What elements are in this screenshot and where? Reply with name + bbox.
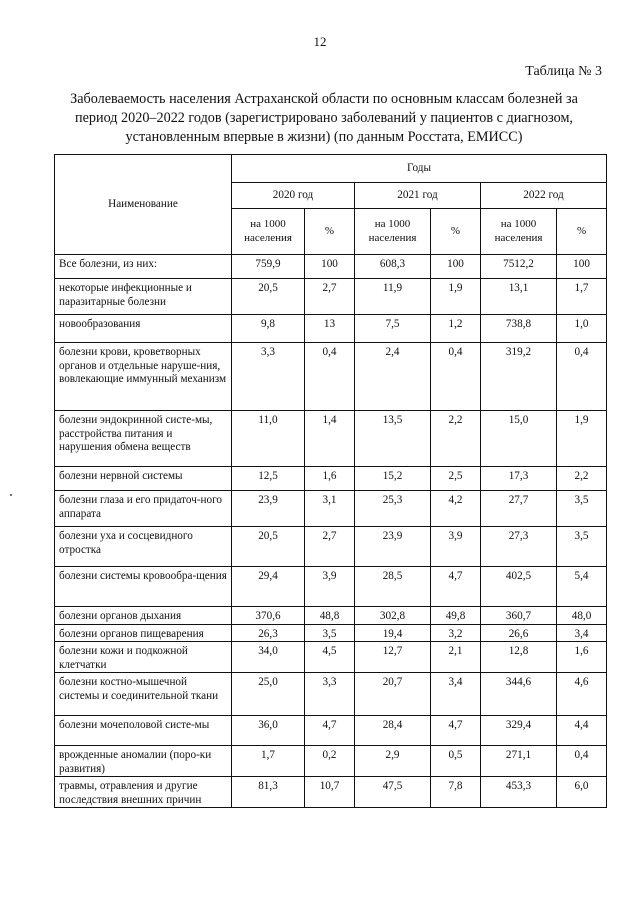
percent-cell: 3,5 xyxy=(557,527,607,567)
percent-cell: 3,5 xyxy=(305,624,355,642)
table-row xyxy=(55,343,607,411)
percent-cell: 1,6 xyxy=(305,467,355,491)
disease-class-name: Все болезни, из них: xyxy=(55,255,232,279)
percent-cell: 3,4 xyxy=(431,673,481,716)
table-row xyxy=(55,315,607,343)
table-row xyxy=(55,255,607,279)
rate-per-1000-cell: 26,6 xyxy=(481,624,557,642)
rate-per-1000-cell: 271,1 xyxy=(481,746,557,777)
percent-cell: 3,5 xyxy=(557,491,607,527)
rate-per-1000-cell: 15,0 xyxy=(481,411,557,467)
percent-cell: 3,9 xyxy=(305,567,355,607)
percent-cell: 1,0 xyxy=(557,315,607,343)
percent-cell: 0,5 xyxy=(431,746,481,777)
percent-cell: 0,4 xyxy=(431,343,481,411)
percent-cell: 1,9 xyxy=(557,411,607,467)
rate-per-1000-cell: 11,0 xyxy=(232,411,305,467)
disease-class-name: болезни органов пищеварения xyxy=(55,624,232,642)
disease-class-name: некоторые инфекционные и паразитарные болезни xyxy=(55,279,232,315)
disease-class-name: врожденные аномалии (поро-ки развития) xyxy=(55,746,232,777)
table-row xyxy=(55,279,607,315)
percent-cell: 3,2 xyxy=(431,624,481,642)
table-row xyxy=(55,491,607,527)
percent-cell: 100 xyxy=(557,255,607,279)
percent-cell: 3,9 xyxy=(431,527,481,567)
scan-speck xyxy=(10,494,12,496)
header-per1000: на 1000 населения xyxy=(232,209,305,255)
rate-per-1000-cell: 81,3 xyxy=(232,777,305,808)
disease-class-name: травмы, отравления и другие последствия внешних причин xyxy=(55,777,232,808)
rate-per-1000-cell: 23,9 xyxy=(232,491,305,527)
rate-per-1000-cell: 26,3 xyxy=(232,624,305,642)
percent-cell: 4,7 xyxy=(305,716,355,746)
rate-per-1000-cell: 344,6 xyxy=(481,673,557,716)
percent-cell: 2,2 xyxy=(557,467,607,491)
table-row xyxy=(55,411,607,467)
percent-cell: 3,3 xyxy=(305,673,355,716)
rate-per-1000-cell: 36,0 xyxy=(232,716,305,746)
rate-per-1000-cell: 360,7 xyxy=(481,607,557,625)
disease-class-name: болезни системы кровообра-щения xyxy=(55,567,232,607)
rate-per-1000-cell: 34,0 xyxy=(232,642,305,673)
header-years: Годы xyxy=(232,155,607,183)
title-line: установленным впервые в жизни) (по данным Росстата, ЕМИСС) xyxy=(125,129,523,145)
rate-per-1000-cell: 12,5 xyxy=(232,467,305,491)
rate-per-1000-cell: 20,5 xyxy=(232,527,305,567)
disease-class-name: болезни мочеполовой систе-мы xyxy=(55,716,232,746)
percent-cell: 3,1 xyxy=(305,491,355,527)
percent-cell: 1,7 xyxy=(557,279,607,315)
disease-class-name: болезни костно-мышечной системы и соединительной ткани xyxy=(55,673,232,716)
rate-per-1000-cell: 29,4 xyxy=(232,567,305,607)
rate-per-1000-cell: 7512,2 xyxy=(481,255,557,279)
header-name: Наименование xyxy=(55,155,232,255)
header-per1000: на 1000 населения xyxy=(481,209,557,255)
percent-cell: 7,8 xyxy=(431,777,481,808)
percent-cell: 4,6 xyxy=(557,673,607,716)
header-percent: % xyxy=(305,209,355,255)
rate-per-1000-cell: 319,2 xyxy=(481,343,557,411)
percent-cell: 4,7 xyxy=(431,567,481,607)
rate-per-1000-cell: 2,9 xyxy=(355,746,431,777)
rate-per-1000-cell: 20,7 xyxy=(355,673,431,716)
rate-per-1000-cell: 7,5 xyxy=(355,315,431,343)
percent-cell: 100 xyxy=(431,255,481,279)
table-row xyxy=(55,624,607,642)
percent-cell: 13 xyxy=(305,315,355,343)
percent-cell: 2,7 xyxy=(305,527,355,567)
percent-cell: 48,8 xyxy=(305,607,355,625)
morbidity-table xyxy=(54,154,607,808)
table-title xyxy=(40,90,608,147)
percent-cell: 5,4 xyxy=(557,567,607,607)
rate-per-1000-cell: 19,4 xyxy=(355,624,431,642)
percent-cell: 2,1 xyxy=(431,642,481,673)
table-row xyxy=(55,777,607,808)
rate-per-1000-cell: 17,3 xyxy=(481,467,557,491)
rate-per-1000-cell: 402,5 xyxy=(481,567,557,607)
percent-cell: 2,5 xyxy=(431,467,481,491)
header-year-2022: 2022 год xyxy=(481,183,607,209)
rate-per-1000-cell: 13,5 xyxy=(355,411,431,467)
rate-per-1000-cell: 13,1 xyxy=(481,279,557,315)
disease-class-name: болезни нервной системы xyxy=(55,467,232,491)
percent-cell: 3,4 xyxy=(557,624,607,642)
header-year-2020: 2020 год xyxy=(232,183,355,209)
rate-per-1000-cell: 759,9 xyxy=(232,255,305,279)
percent-cell: 48,0 xyxy=(557,607,607,625)
header-year-2021: 2021 год xyxy=(355,183,481,209)
percent-cell: 1,9 xyxy=(431,279,481,315)
table-row xyxy=(55,527,607,567)
percent-cell: 2,2 xyxy=(431,411,481,467)
header-percent: % xyxy=(557,209,607,255)
rate-per-1000-cell: 20,5 xyxy=(232,279,305,315)
table-row xyxy=(55,607,607,625)
disease-class-name: болезни эндокринной систе-мы, расстройства питания и нарушения обмена веществ xyxy=(55,411,232,467)
header-percent: % xyxy=(431,209,481,255)
rate-per-1000-cell: 12,8 xyxy=(481,642,557,673)
table-row xyxy=(55,716,607,746)
rate-per-1000-cell: 11,9 xyxy=(355,279,431,315)
percent-cell: 4,7 xyxy=(431,716,481,746)
rate-per-1000-cell: 25,3 xyxy=(355,491,431,527)
rate-per-1000-cell: 329,4 xyxy=(481,716,557,746)
percent-cell: 0,2 xyxy=(305,746,355,777)
percent-cell: 100 xyxy=(305,255,355,279)
percent-cell: 49,8 xyxy=(431,607,481,625)
percent-cell: 1,4 xyxy=(305,411,355,467)
table-row xyxy=(55,467,607,491)
rate-per-1000-cell: 27,7 xyxy=(481,491,557,527)
rate-per-1000-cell: 370,6 xyxy=(232,607,305,625)
percent-cell: 1,6 xyxy=(557,642,607,673)
rate-per-1000-cell: 608,3 xyxy=(355,255,431,279)
table-row xyxy=(55,567,607,607)
rate-per-1000-cell: 28,5 xyxy=(355,567,431,607)
percent-cell: 4,5 xyxy=(305,642,355,673)
table-row xyxy=(55,642,607,673)
disease-class-name: болезни кожи и подкожной клетчатки xyxy=(55,642,232,673)
percent-cell: 10,7 xyxy=(305,777,355,808)
disease-class-name: болезни органов дыхания xyxy=(55,607,232,625)
percent-cell: 6,0 xyxy=(557,777,607,808)
rate-per-1000-cell: 1,7 xyxy=(232,746,305,777)
rate-per-1000-cell: 3,3 xyxy=(232,343,305,411)
rate-per-1000-cell: 302,8 xyxy=(355,607,431,625)
rate-per-1000-cell: 23,9 xyxy=(355,527,431,567)
percent-cell: 0,4 xyxy=(305,343,355,411)
table-row xyxy=(55,673,607,716)
percent-cell: 1,2 xyxy=(431,315,481,343)
page-number: 12 xyxy=(313,34,327,49)
disease-class-name: болезни крови, кроветворных органов и отдельные наруше-ния, вовлекающие иммунный механизм xyxy=(55,343,232,411)
percent-cell: 0,4 xyxy=(557,343,607,411)
disease-class-name: болезни глаза и его придаточ-ного аппарата xyxy=(55,491,232,527)
rate-per-1000-cell: 28,4 xyxy=(355,716,431,746)
header-per1000: на 1000 населения xyxy=(355,209,431,255)
rate-per-1000-cell: 2,4 xyxy=(355,343,431,411)
table-label: Таблица № 3 xyxy=(525,64,602,79)
rate-per-1000-cell: 453,3 xyxy=(481,777,557,808)
rate-per-1000-cell: 25,0 xyxy=(232,673,305,716)
rate-per-1000-cell: 15,2 xyxy=(355,467,431,491)
rate-per-1000-cell: 47,5 xyxy=(355,777,431,808)
rate-per-1000-cell: 12,7 xyxy=(355,642,431,673)
percent-cell: 4,4 xyxy=(557,716,607,746)
rate-per-1000-cell: 27,3 xyxy=(481,527,557,567)
title-line: период 2020–2022 годов (зарегистрировано заболеваний у пациентов с диагнозом, xyxy=(75,110,573,126)
percent-cell: 4,2 xyxy=(431,491,481,527)
title-line: Заболеваемость населения Астраханской области по основным классам болезней за xyxy=(70,91,578,107)
percent-cell: 0,4 xyxy=(557,746,607,777)
percent-cell: 2,7 xyxy=(305,279,355,315)
disease-class-name: новообразования xyxy=(55,315,232,343)
rate-per-1000-cell: 9,8 xyxy=(232,315,305,343)
table-row xyxy=(55,746,607,777)
disease-class-name: болезни уха и сосцевидного отростка xyxy=(55,527,232,567)
rate-per-1000-cell: 738,8 xyxy=(481,315,557,343)
